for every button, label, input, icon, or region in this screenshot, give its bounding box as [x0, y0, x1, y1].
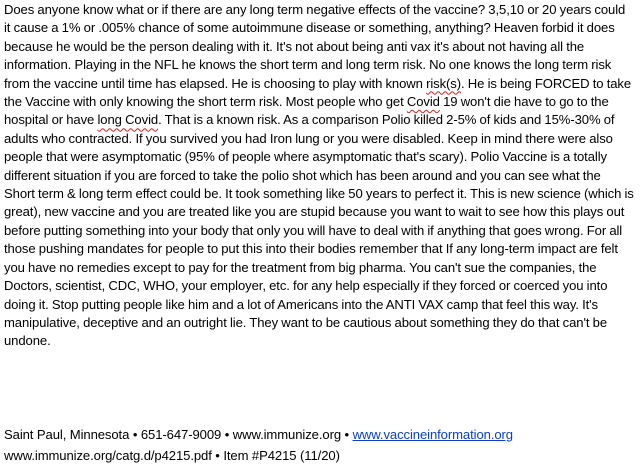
text-run: Does anyone know what or if there are any long term negative effects of the vaccine? 3,5,10 or 20 years could it cause a 1% or .005% chance of some autoimmune disease or something, anything? Heaven forbid it does because he would be the person dealing with it. It's not about being anti vax it's about not having all the information. Playing in the NFL he knows the short term and long term risk. No one knows the long term risk from the vaccine until time has elapsed. He is choosing to play with known: [4, 2, 626, 91]
footer-contact-text: Saint Paul, Minnesota • 651-647-9009 • www.immunize.org •: [4, 427, 353, 442]
vaccineinformation-link[interactable]: www.vaccineinformation.org: [352, 427, 513, 442]
text-run: . He is being FORCED to take the Vaccine with only knowing the short term risk. Most people who get: [4, 75, 632, 110]
footer-item-line: www.immunize.org/catg.d/p4215.pdf • Item #P4215 (11/20): [4, 448, 340, 463]
comment-paragraph: [4, 1, 634, 351]
spellcheck-flagged-word: long Covid: [97, 112, 159, 128]
spellcheck-flagged-word: risk(s): [426, 75, 462, 91]
footer: [4, 424, 634, 466]
text-run: 19 won't die have to go to the hospital or have: [4, 94, 609, 128]
spellcheck-flagged-word: Covid: [406, 94, 440, 110]
text-run: . That is a known risk. As a comparison Polio killed 2-5% of kids and 15%-30% of adults who contracted. If you survived you had Iron lung or you were disabled. Keep in mind there were also people that were asymptomatic (95% of people where asymptomatic that's scary). Polio Vaccine is a totally different situation if you are forced to take the polio shot which has been around and you can see what the Short term & long term effect could be. It took something like 50 years to perfect it. This is new science (which is great), new vaccine and you are treated like you are stupid because you want to wait to see how this plays out before putting something into your body that only you will have to deal with if anything that goes wrong. For all those pushing mandates for people to put this into their bodies remember that If any long-term impact are felt you have no remedies except to pay for the treatment from big pharma. You can't sue the companies, the Doctors, scientist, CDC, WHO, your employer, etc. for any help especially if they forced or coerced you into doing it. Stop putting people like him and a lot of Americans into the ANTI VAX camp that feel this way. It's manipulative, deceptive and an outright lie. They want to be cautious about something they do that can't be undone.: [4, 112, 634, 349]
footer-contact-line: [4, 424, 634, 445]
